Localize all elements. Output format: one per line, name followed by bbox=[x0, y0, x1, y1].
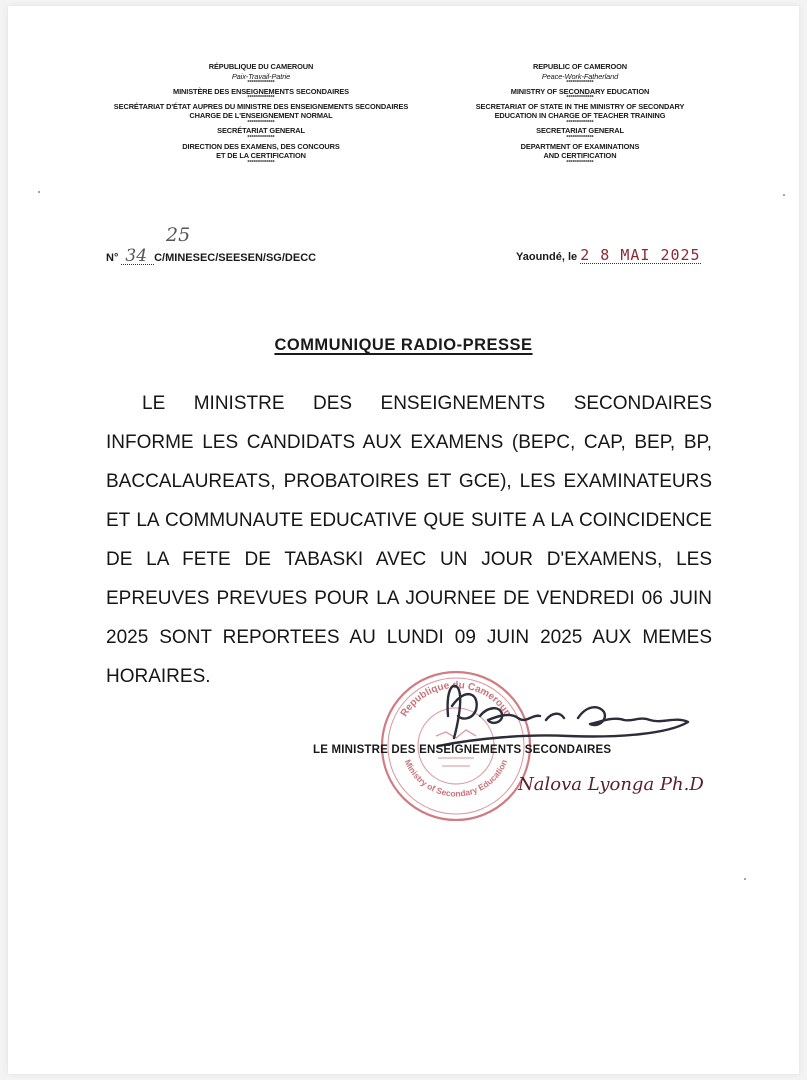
separator: ************** bbox=[247, 159, 275, 166]
secretariat-state-fr-line2: CHARGE DE L'ENSEIGNEMENT NORMAL bbox=[189, 111, 333, 121]
country-name-fr: RÉPUBLIQUE DU CAMEROUN bbox=[208, 62, 314, 71]
reference-suffix: C/MINESEC/SEESEN/SG/DECC bbox=[154, 252, 317, 264]
speck bbox=[783, 194, 785, 196]
motto-fr: Paix-Travail-Patrie bbox=[231, 71, 291, 81]
signatory-title: LE MINISTRE DES ENSEIGNEMENTS SECONDAIRES bbox=[313, 744, 612, 756]
stamp-text-bottom: Ministry of Secondary Education bbox=[402, 757, 510, 799]
communique-body: LE MINISTRE DES ENSEIGNEMENTS SECONDAIRES INFORME LES CANDIDATS AUX EXAMENS (BEPC, CAP, BEP, BP, BACCALAUREATS, PROBATOIRES ET GCE), LES EXAMINATEURS ET LA COMMUNAUTE EDUCATIVE QUE SUITE A LA COINCIDENCE DE LA FETE DE TABASKI AVEC UN JOUR D'EXAMENS, LES EPREUVES PREVUES POUR LA JOURNEE DE VENDREDI 06 JUIN 2025 SONT REPORTEES AU LUNDI 09 JUIN 2025 AUX MEMES HORAIRES. bbox=[106, 393, 712, 687]
separator: ************** bbox=[566, 159, 594, 166]
separator: ************** bbox=[566, 95, 594, 102]
stamp-text-top: Republique du Cameroun bbox=[398, 679, 514, 719]
header-english bbox=[410, 62, 750, 166]
reference-prefix: N° bbox=[106, 252, 119, 264]
separator: ************** bbox=[247, 80, 275, 87]
document-page bbox=[8, 6, 799, 1074]
separator: ************** bbox=[566, 135, 594, 142]
separator: ************** bbox=[566, 119, 594, 126]
separator: ************** bbox=[247, 119, 275, 126]
separator: ************** bbox=[247, 135, 275, 142]
ministry-fr: MINISTÈRE DES ENSEIGNEMENTS SECONDAIRES bbox=[173, 86, 349, 96]
reference-number bbox=[106, 224, 317, 266]
speck bbox=[38, 191, 40, 193]
handwritten-year: 25 bbox=[166, 224, 191, 246]
direction-fr-line2: ET DE LA CERTIFICATION bbox=[216, 151, 306, 161]
stamped-date: 2 8 MAI 2025 bbox=[580, 246, 701, 264]
separator: ************** bbox=[247, 95, 275, 102]
motto-en: Peace-Work-Fatherland bbox=[541, 71, 619, 81]
signatory-name: Nalova Lyonga Ph.D bbox=[518, 774, 704, 795]
secretariat-state-en-line2: EDUCATION IN CHARGE OF TEACHER TRAINING bbox=[494, 111, 666, 121]
ministry-en: MINISTRY OF SECONDARY EDUCATION bbox=[510, 86, 650, 96]
separator: ************** bbox=[566, 80, 594, 87]
date-place: Yaoundé, le bbox=[516, 251, 578, 263]
secretariat-general-fr: SECRÉTARIAT GENERAL bbox=[217, 126, 305, 136]
header-french bbox=[91, 62, 431, 166]
country-name-en: REPUBLIC OF CAMEROON bbox=[532, 62, 628, 71]
secretariat-state-en-line1: SECRETARIAT OF STATE IN THE MINISTRY OF SECONDARY bbox=[475, 101, 685, 111]
department-en-line1: DEPARTMENT OF EXAMINATIONS bbox=[520, 141, 640, 151]
direction-fr-line1: DIRECTION DES EXAMENS, DES CONCOURS bbox=[182, 141, 340, 151]
document-title: COMMUNIQUE RADIO-PRESSE bbox=[274, 336, 533, 354]
secretariat-state-fr-line1: SECRÉTARIAT D'ÉTAT AUPRES DU MINISTRE DES ENSEIGNEMENTS SECONDAIRES bbox=[113, 101, 409, 111]
date-line bbox=[516, 246, 701, 264]
secretariat-general-en: SECRETARIAT GENERAL bbox=[536, 126, 624, 136]
handwritten-number: 34 bbox=[125, 246, 148, 266]
department-en-line2: AND CERTIFICATION bbox=[543, 151, 617, 161]
speck bbox=[744, 878, 746, 880]
